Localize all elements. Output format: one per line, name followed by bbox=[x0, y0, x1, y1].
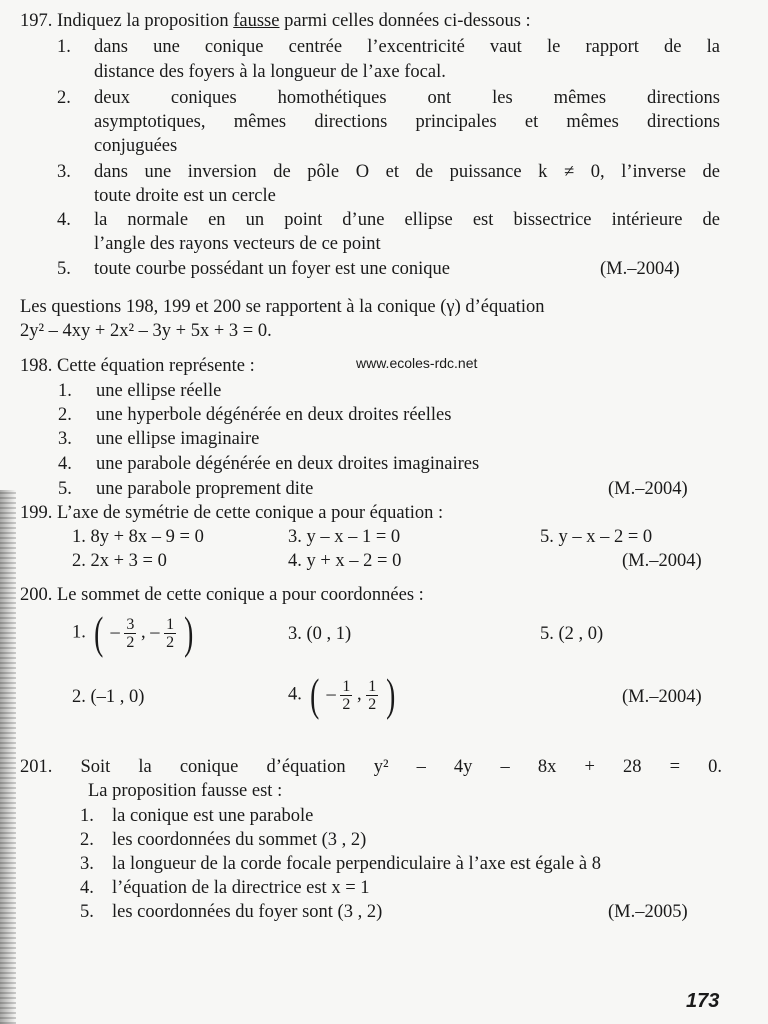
q197-item-3-line-1: dans une inversion de pôle O et de puissance k ≠ 0, l’inverse de bbox=[94, 162, 720, 182]
q199-option-4: 4. y + x – 2 = 0 bbox=[288, 551, 402, 571]
q197-item-1-line-2: distance des foyers à la longueur de l’axe focal. bbox=[94, 62, 446, 82]
q200-option-4: 4. ( – $\frac{1}{2}$ , $\frac{1}{2}$ ) bbox=[288, 669, 396, 720]
q200-stem: 200. Le sommet de cette conique a pour coordonnées : bbox=[20, 585, 424, 605]
q201-stem: 201. Soit la conique d’équation y² – 4y – 8x + 28 = 0. bbox=[20, 757, 722, 777]
q201-stem-2: La proposition fausse est : bbox=[88, 781, 283, 801]
q197-item-3-number: 3. bbox=[57, 162, 71, 182]
q198-item-4-text: une parabole dégénérée en deux droites imaginaires bbox=[96, 454, 480, 474]
q197-item-2-line-2: asymptotiques, mêmes directions principales et mêmes directions bbox=[94, 112, 720, 132]
q201-item-3-text: la longueur de la corde focale perpendiculaire à l’axe est égale à 8 bbox=[112, 854, 601, 874]
q200-option-1-fraction-a-denominator: 2 bbox=[126, 633, 135, 651]
q198-item-3-number: 3. bbox=[58, 429, 72, 449]
q198-item-3-text: une ellipse imaginaire bbox=[96, 429, 260, 449]
q198-item-4-number: 4. bbox=[58, 454, 72, 474]
q198-item-1-text: une ellipse réelle bbox=[96, 381, 222, 401]
q197-stem bbox=[20, 10, 531, 32]
page-number: 173 bbox=[686, 990, 720, 1012]
q197-stem-underlined: fausse bbox=[233, 11, 280, 31]
q200-option-1-fraction-a-numerator: 3 bbox=[126, 615, 135, 633]
q201-item-4-text: l’équation de la directrice est x = 1 bbox=[112, 878, 370, 898]
q197-number: 197. bbox=[20, 11, 53, 31]
q200-option-5: 5. (2 , 0) bbox=[540, 624, 604, 644]
q197-stem-a: Indiquez la proposition bbox=[57, 11, 229, 31]
q197-item-2-line-3: conjuguées bbox=[94, 136, 178, 156]
q197-item-1-number: 1. bbox=[57, 37, 71, 57]
q201-reference: (M.–2005) bbox=[608, 902, 688, 922]
q198-reference: (M.–2004) bbox=[608, 479, 688, 499]
q201-item-2-text: les coordonnées du sommet (3 , 2) bbox=[112, 830, 367, 850]
intro-line-1: Les questions 198, 199 et 200 se rapportent à la conique (γ) d’équation bbox=[20, 297, 545, 317]
q197-item-5-number: 5. bbox=[57, 259, 71, 279]
q197-reference: (M.–2004) bbox=[600, 259, 680, 279]
q197-item-2-number: 2. bbox=[57, 88, 71, 108]
q199-option-1: 1. 8y + 8x – 9 = 0 bbox=[72, 527, 204, 547]
q197-item-4-line-1: la normale en un point d’une ellipse est bissectrice intérieure de bbox=[94, 210, 720, 230]
website-watermark: www.ecoles-rdc.net bbox=[356, 355, 478, 371]
q200-option-1-fraction-b bbox=[164, 616, 176, 651]
q197-item-1-line-1: dans une conique centrée l’excentricité vaut le rapport de la bbox=[94, 37, 720, 57]
q201-item-1-text: la conique est une parabole bbox=[112, 806, 314, 826]
q199-option-3: 3. y – x – 1 = 0 bbox=[288, 527, 401, 547]
q198-item-2-number: 2. bbox=[58, 405, 72, 425]
q200-option-1-fraction-b-numerator: 1 bbox=[166, 615, 175, 633]
q201-item-4-number: 4. bbox=[80, 878, 94, 898]
q200-option-1-fraction-b-denominator: 2 bbox=[166, 633, 175, 651]
q201-item-5-text: les coordonnées du foyer sont (3 , 2) bbox=[112, 902, 383, 922]
q200-option-3: 3. (0 , 1) bbox=[288, 624, 352, 644]
q197-item-3-line-2: toute droite est un cercle bbox=[94, 186, 276, 206]
q197-item-5-line-1: toute courbe possédant un foyer est une conique bbox=[94, 259, 451, 279]
scan-edge-shadow bbox=[0, 490, 16, 1024]
q199-stem: 199. L’axe de symétrie de cette conique a pour équation : bbox=[20, 503, 444, 523]
q200-option-4-fraction-b-numerator: 1 bbox=[368, 677, 377, 695]
q198-stem: 198. Cette équation représente : bbox=[20, 356, 255, 376]
q200-option-4-fraction-b-denominator: 2 bbox=[368, 695, 377, 713]
q197-item-2-line-1: deux coniques homothétiques ont les mêmes directions bbox=[94, 88, 720, 108]
q201-item-3-number: 3. bbox=[80, 854, 94, 874]
q198-item-5-number: 5. bbox=[58, 479, 72, 499]
q200-option-4-fraction-a bbox=[340, 678, 352, 713]
q201-item-2-number: 2. bbox=[80, 830, 94, 850]
q200-option-4-fraction-a-denominator: 2 bbox=[342, 695, 351, 713]
q197-stem-b: parmi celles données ci-dessous : bbox=[284, 11, 531, 31]
q198-item-5-text: une parabole proprement dite bbox=[96, 479, 314, 499]
q201-item-1-number: 1. bbox=[80, 806, 94, 826]
q200-option-1-fraction-a bbox=[124, 616, 136, 651]
q198-item-2-text: une hyperbole dégénérée en deux droites réelles bbox=[96, 405, 452, 425]
q198-item-1-number: 1. bbox=[58, 381, 72, 401]
q199-option-5: 5. y – x – 2 = 0 bbox=[540, 527, 653, 547]
q200-option-4-fraction-b bbox=[366, 678, 378, 713]
q197-item-4-number: 4. bbox=[57, 210, 71, 230]
q200-option-2: 2. (–1 , 0) bbox=[72, 687, 145, 707]
q200-option-4-fraction-a-numerator: 1 bbox=[342, 677, 351, 695]
q197-item-4-line-2: l’angle des rayons vecteurs de ce point bbox=[94, 234, 381, 254]
q199-option-2: 2. 2x + 3 = 0 bbox=[72, 551, 167, 571]
q200-option-1: 1. ( – $\frac{3}{2}$ , – $\frac{1}{2}$ ) bbox=[72, 607, 193, 658]
q200-reference: (M.–2004) bbox=[622, 687, 702, 707]
q200-option-1-number: 1. bbox=[72, 622, 86, 643]
q199-reference: (M.–2004) bbox=[622, 551, 702, 571]
intro-equation: 2y² – 4xy + 2x² – 3y + 5x + 3 = 0. bbox=[20, 321, 272, 341]
q201-item-5-number: 5. bbox=[80, 902, 94, 922]
q200-option-4-number: 4. bbox=[288, 684, 302, 705]
